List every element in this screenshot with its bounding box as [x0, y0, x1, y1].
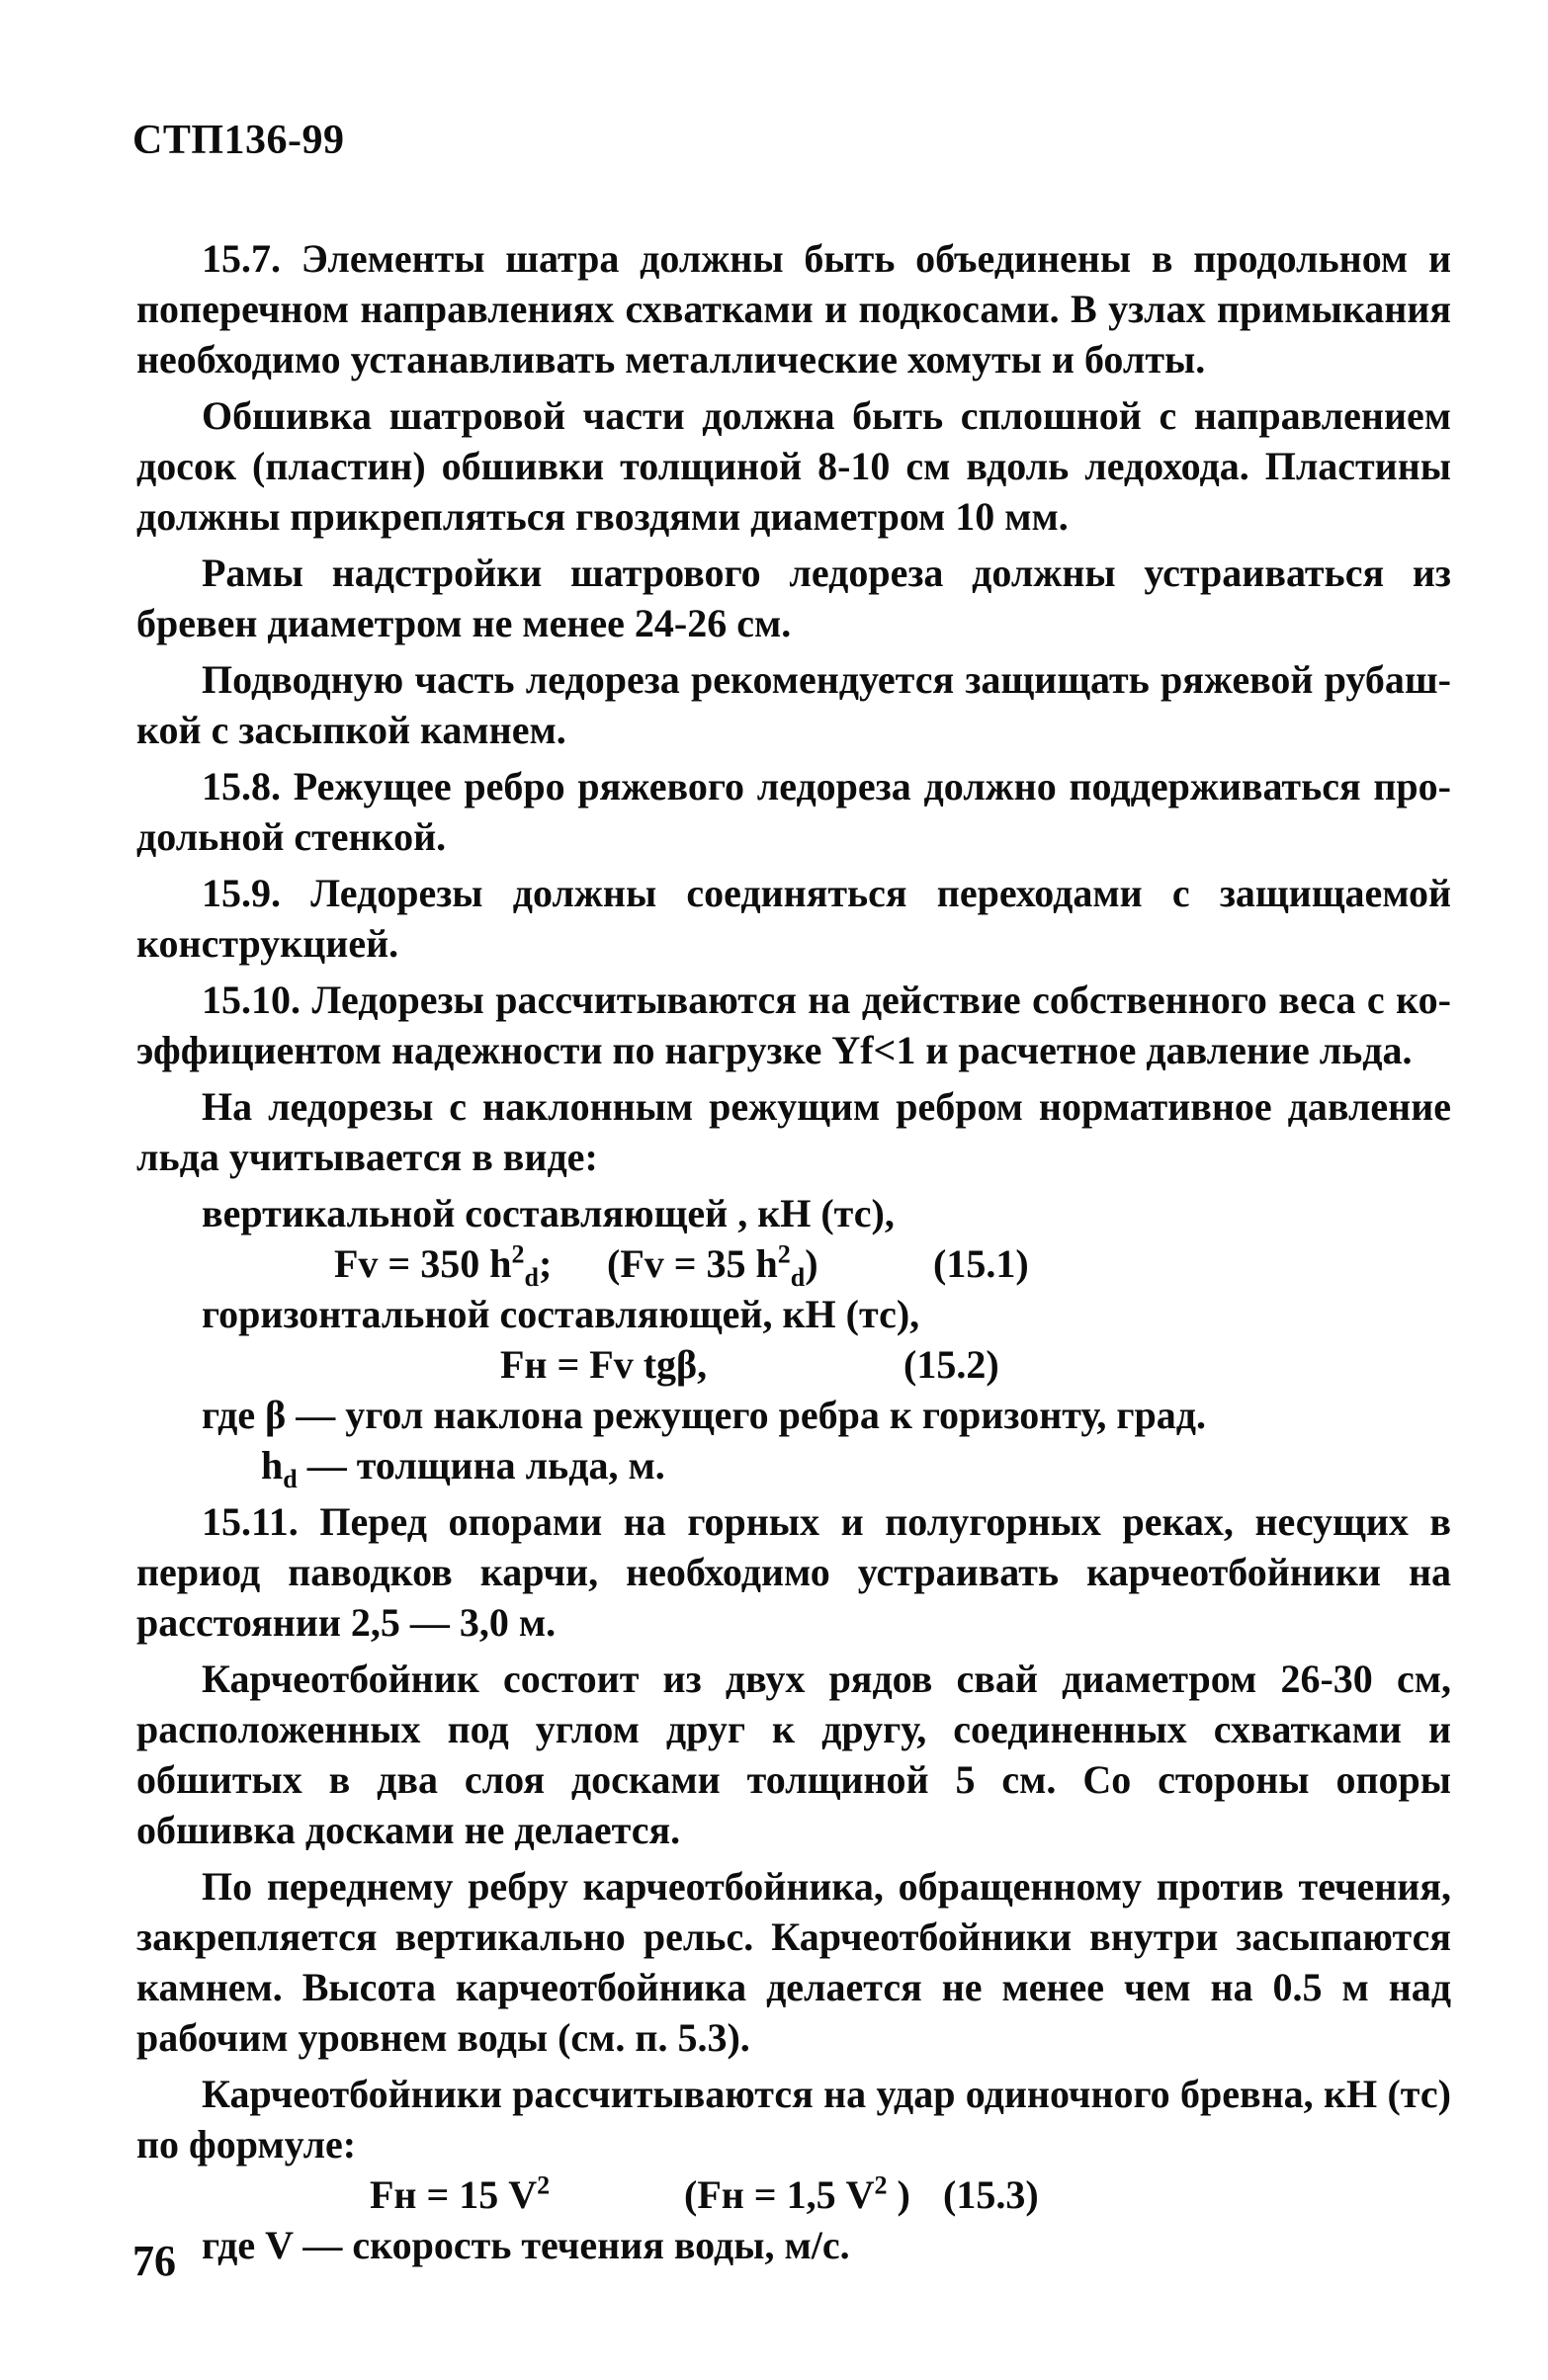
formula-15-1 [136, 1238, 1451, 1292]
formula-15-2 [136, 1339, 1451, 1390]
paragraph-15-8: 15.8. Режущее ребро ряжевого ледореза должно поддерживаться продольной стенкой. [136, 764, 1451, 859]
document-code-header: СТП136-99 [132, 118, 345, 163]
paragraph-15-10: 15.10. Ледорезы рассчитываются на действие собственного веса с коэффициентом надежности по нагрузке Υf<1 и расчетное давление льда. [136, 978, 1451, 1072]
paragraph-ice-pressure: На ледорезы с наклонным режущим ребром нормативное давление льда учитывается в виде: [136, 1084, 1451, 1179]
paragraph-frames: Рамы надстройки шатрового ледореза должны устраиваться из бревен диаметром не менее 24-26 см. [136, 551, 1451, 645]
definition-velocity: где V — скорость течения воды, м/с. [202, 2223, 850, 2267]
formula-15-3-number: (15.3) [943, 2172, 1039, 2217]
page-number: 76 [132, 2237, 176, 2285]
paragraph-front-edge: По переднему ребру карчеотбойника, обращенному против течения, закрепляется вертикально рельс. Карчеотбойники внутри засыпаются камнем. Высота карчеотбойника делается не менее чем на 0.5 м над рабочим уровнем воды (см. п. 5.3). [136, 1864, 1451, 2060]
formula-15-1-alternative: (Fv = 35 $h^2_d$) [607, 1239, 818, 1292]
paragraph-vertical-component: вертикальной составляющей , кН (тс), [202, 1191, 895, 1235]
paragraph-15-11: 15.11. Перед опорами на горных и полугорных реках, несущих в период паводков карчи, необходимо устраивать карчеотбойники на расстоянии 2,5 — 3,0 м. [136, 1499, 1451, 1645]
formula-15-1-number: (15.1) [933, 1241, 1029, 1286]
paragraph-sheathing: Обшивка шатровой части должна быть сплошной с направлением досок (пластин) обшивки толщиной 8-10 см вдоль ледохода. Пластины должны прикрепляться гвоздями диаметром 10 мм. [136, 393, 1451, 539]
formula-15-3 [136, 2169, 1451, 2220]
document-body [136, 233, 1451, 2270]
paragraph-log-impact: Карчеотбойники рассчитываются на удар одиночного бревна, кН (тс) по формуле: [136, 2072, 1451, 2167]
paragraph-underwater: Подводную часть ледореза рекомендуется защищать ряжевой рубашкой с засыпкой камнем. [136, 657, 1451, 752]
formula-15-1-expression: Fv = 350 $h^2_d$; [334, 1239, 553, 1292]
formula-15-2-number: (15.2) [903, 1342, 999, 1387]
definition-beta: где β — угол наклона режущего ребра к горизонту, град. [202, 1393, 1206, 1437]
paragraph-15-9: 15.9. Ледорезы должны соединяться переходами с защищаемой конструкцией. [136, 871, 1451, 966]
paragraph-drift-deflector: Карчеотбойник состоит из двух рядов свай диаметром 26-30 см, расположенных под углом друг к другу, соединенных схватками и обшитых в два слоя досками толщиной 5 см. Со стороны опоры обшивка досками не делается. [136, 1657, 1451, 1852]
definition-hd: $h_d$ — толщина льда, м. [261, 1443, 665, 1493]
paragraph-horizontal-component: горизонтальной составляющей, кН (тс), [202, 1292, 920, 1336]
formula-15-2-expression: Fн = Fv tgβ, [500, 1342, 708, 1387]
formula-15-3-expression: Fн = 15 $V^2$ [370, 2170, 551, 2217]
paragraph-15-7: 15.7. Элементы шатра должны быть объединены в продольном и поперечном направлениях схватками и подкосами. В узлах примыкания необходимо устанавливать металлические хомуты и болты. [136, 236, 1451, 382]
formula-15-3-alternative: (Fн = 1,5 $V^2$ ) [684, 2170, 910, 2217]
